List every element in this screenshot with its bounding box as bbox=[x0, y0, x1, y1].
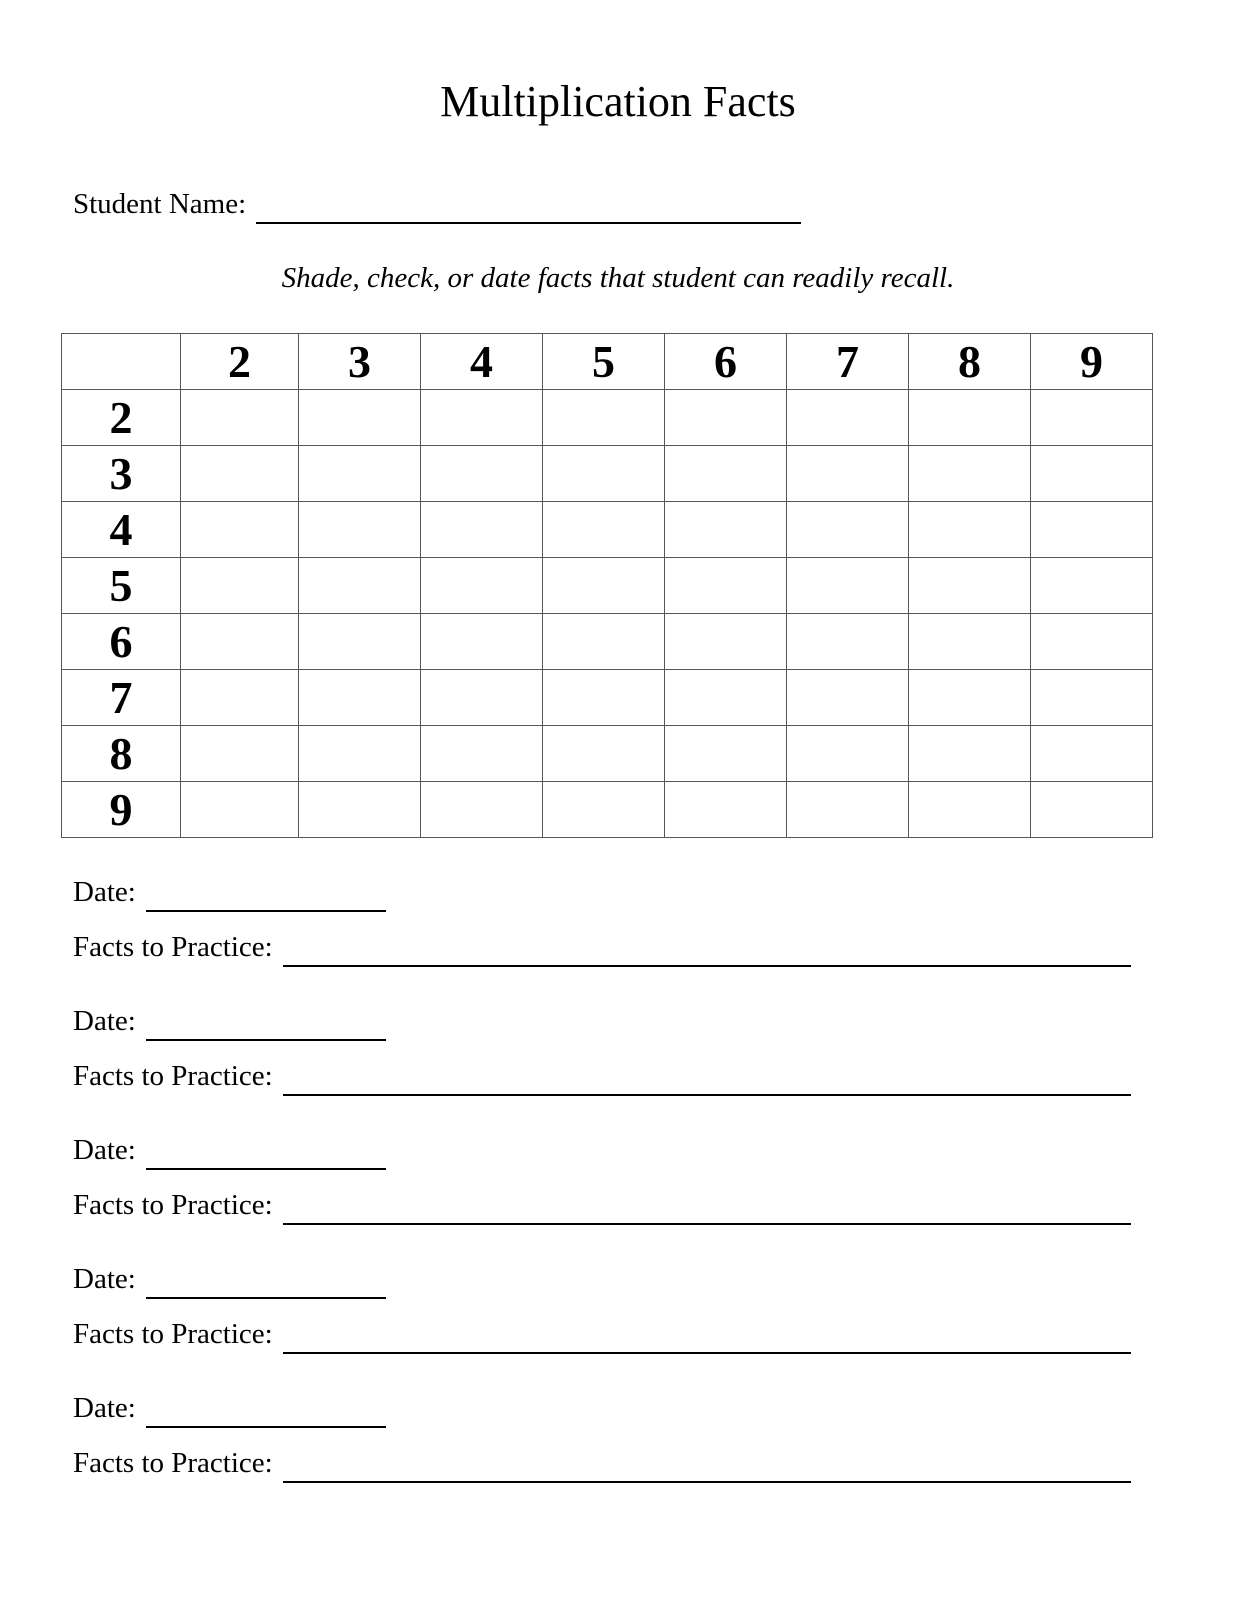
fact-cell[interactable] bbox=[421, 614, 543, 670]
fact-cell[interactable] bbox=[299, 390, 421, 446]
row-header: 8 bbox=[62, 726, 181, 782]
date-label: Date: bbox=[73, 1263, 136, 1295]
fact-cell[interactable] bbox=[421, 558, 543, 614]
facts-field[interactable] bbox=[283, 1064, 1131, 1096]
date-label: Date: bbox=[73, 1005, 136, 1037]
practice-record bbox=[73, 1388, 1163, 1517]
fact-cell[interactable] bbox=[1031, 390, 1153, 446]
fact-cell[interactable] bbox=[421, 726, 543, 782]
fact-cell[interactable] bbox=[1031, 670, 1153, 726]
date-row bbox=[73, 1259, 1163, 1299]
fact-cell[interactable] bbox=[1031, 558, 1153, 614]
row-header: 7 bbox=[62, 670, 181, 726]
fact-cell[interactable] bbox=[665, 726, 787, 782]
column-header: 2 bbox=[181, 334, 299, 390]
fact-cell[interactable] bbox=[787, 670, 909, 726]
facts-field[interactable] bbox=[283, 1451, 1131, 1483]
date-row bbox=[73, 1130, 1163, 1170]
facts-row bbox=[73, 1443, 1163, 1483]
row-header: 5 bbox=[62, 558, 181, 614]
fact-cell[interactable] bbox=[181, 502, 299, 558]
grid-row bbox=[62, 726, 1153, 782]
grid-row bbox=[62, 558, 1153, 614]
fact-cell[interactable] bbox=[909, 614, 1031, 670]
fact-cell[interactable] bbox=[543, 446, 665, 502]
fact-cell[interactable] bbox=[665, 558, 787, 614]
fact-cell[interactable] bbox=[909, 670, 1031, 726]
fact-cell[interactable] bbox=[665, 502, 787, 558]
date-row bbox=[73, 872, 1163, 912]
grid-row bbox=[62, 502, 1153, 558]
fact-cell[interactable] bbox=[543, 558, 665, 614]
fact-cell[interactable] bbox=[1031, 446, 1153, 502]
fact-cell[interactable] bbox=[543, 726, 665, 782]
fact-cell[interactable] bbox=[665, 446, 787, 502]
row-header: 9 bbox=[62, 782, 181, 838]
date-label: Date: bbox=[73, 1134, 136, 1166]
facts-row bbox=[73, 1314, 1163, 1354]
fact-cell[interactable] bbox=[665, 670, 787, 726]
fact-cell[interactable] bbox=[665, 782, 787, 838]
fact-cell[interactable] bbox=[909, 446, 1031, 502]
fact-cell[interactable] bbox=[181, 614, 299, 670]
fact-cell[interactable] bbox=[421, 670, 543, 726]
column-header: 4 bbox=[421, 334, 543, 390]
fact-cell[interactable] bbox=[543, 390, 665, 446]
fact-cell[interactable] bbox=[909, 726, 1031, 782]
row-header: 2 bbox=[62, 390, 181, 446]
facts-label: Facts to Practice: bbox=[73, 1447, 273, 1479]
fact-cell[interactable] bbox=[1031, 782, 1153, 838]
fact-cell[interactable] bbox=[181, 670, 299, 726]
fact-cell[interactable] bbox=[299, 726, 421, 782]
fact-cell[interactable] bbox=[1031, 614, 1153, 670]
fact-cell[interactable] bbox=[543, 670, 665, 726]
facts-row bbox=[73, 1185, 1163, 1225]
student-name-row bbox=[73, 184, 801, 224]
grid-header-row bbox=[62, 334, 1153, 390]
fact-cell[interactable] bbox=[543, 782, 665, 838]
fact-cell[interactable] bbox=[543, 502, 665, 558]
fact-cell[interactable] bbox=[299, 782, 421, 838]
fact-cell[interactable] bbox=[299, 502, 421, 558]
fact-cell[interactable] bbox=[421, 446, 543, 502]
row-header: 3 bbox=[62, 446, 181, 502]
fact-cell[interactable] bbox=[181, 558, 299, 614]
fact-cell[interactable] bbox=[299, 558, 421, 614]
fact-cell[interactable] bbox=[181, 446, 299, 502]
date-row bbox=[73, 1388, 1163, 1428]
fact-cell[interactable] bbox=[299, 670, 421, 726]
facts-field[interactable] bbox=[283, 1322, 1131, 1354]
date-row bbox=[73, 1001, 1163, 1041]
fact-cell[interactable] bbox=[787, 782, 909, 838]
facts-row bbox=[73, 927, 1163, 967]
multiplication-grid bbox=[61, 333, 1153, 838]
column-header: 3 bbox=[299, 334, 421, 390]
page-title: Multiplication Facts bbox=[440, 77, 796, 126]
facts-field[interactable] bbox=[283, 935, 1131, 967]
grid-row bbox=[62, 390, 1153, 446]
fact-cell[interactable] bbox=[1031, 726, 1153, 782]
fact-cell[interactable] bbox=[421, 390, 543, 446]
fact-cell[interactable] bbox=[787, 502, 909, 558]
grid-row bbox=[62, 670, 1153, 726]
date-label: Date: bbox=[73, 1392, 136, 1424]
fact-cell[interactable] bbox=[787, 614, 909, 670]
grid-row bbox=[62, 614, 1153, 670]
practice-record bbox=[73, 872, 1163, 1001]
facts-row bbox=[73, 1056, 1163, 1096]
fact-cell[interactable] bbox=[1031, 502, 1153, 558]
fact-cell[interactable] bbox=[299, 446, 421, 502]
fact-cell[interactable] bbox=[181, 726, 299, 782]
practice-record bbox=[73, 1001, 1163, 1130]
column-header: 9 bbox=[1031, 334, 1153, 390]
fact-cell[interactable] bbox=[909, 558, 1031, 614]
fact-cell[interactable] bbox=[787, 390, 909, 446]
fact-cell[interactable] bbox=[665, 390, 787, 446]
date-field[interactable] bbox=[146, 1267, 386, 1299]
date-field[interactable] bbox=[146, 1396, 386, 1428]
date-label: Date: bbox=[73, 876, 136, 908]
fact-cell[interactable] bbox=[909, 502, 1031, 558]
fact-cell[interactable] bbox=[543, 614, 665, 670]
fact-cell[interactable] bbox=[909, 390, 1031, 446]
practice-record bbox=[73, 1130, 1163, 1259]
student-name-label: Student Name: bbox=[73, 188, 247, 220]
fact-cell[interactable] bbox=[181, 782, 299, 838]
fact-cell[interactable] bbox=[787, 446, 909, 502]
practice-record bbox=[73, 1259, 1163, 1388]
fact-cell[interactable] bbox=[665, 614, 787, 670]
column-header: 8 bbox=[909, 334, 1031, 390]
fact-cell[interactable] bbox=[787, 558, 909, 614]
fact-cell[interactable] bbox=[421, 782, 543, 838]
fact-cell[interactable] bbox=[909, 782, 1031, 838]
column-header: 7 bbox=[787, 334, 909, 390]
date-field[interactable] bbox=[146, 880, 386, 912]
column-header: 6 bbox=[665, 334, 787, 390]
row-header: 6 bbox=[62, 614, 181, 670]
date-field[interactable] bbox=[146, 1138, 386, 1170]
grid-corner-cell bbox=[62, 334, 181, 390]
practice-records bbox=[73, 872, 1163, 1517]
fact-cell[interactable] bbox=[421, 502, 543, 558]
instruction-text: Shade, check, or date facts that student can readily recall. bbox=[281, 262, 955, 294]
fact-cell[interactable] bbox=[181, 390, 299, 446]
row-header: 4 bbox=[62, 502, 181, 558]
fact-cell[interactable] bbox=[787, 726, 909, 782]
facts-label: Facts to Practice: bbox=[73, 1318, 273, 1350]
column-header: 5 bbox=[543, 334, 665, 390]
date-field[interactable] bbox=[146, 1009, 386, 1041]
facts-field[interactable] bbox=[283, 1193, 1131, 1225]
student-name-field[interactable] bbox=[256, 192, 801, 224]
fact-cell[interactable] bbox=[299, 614, 421, 670]
grid-row bbox=[62, 782, 1153, 838]
facts-label: Facts to Practice: bbox=[73, 931, 273, 963]
grid-row bbox=[62, 446, 1153, 502]
facts-label: Facts to Practice: bbox=[73, 1060, 273, 1092]
facts-label: Facts to Practice: bbox=[73, 1189, 273, 1221]
